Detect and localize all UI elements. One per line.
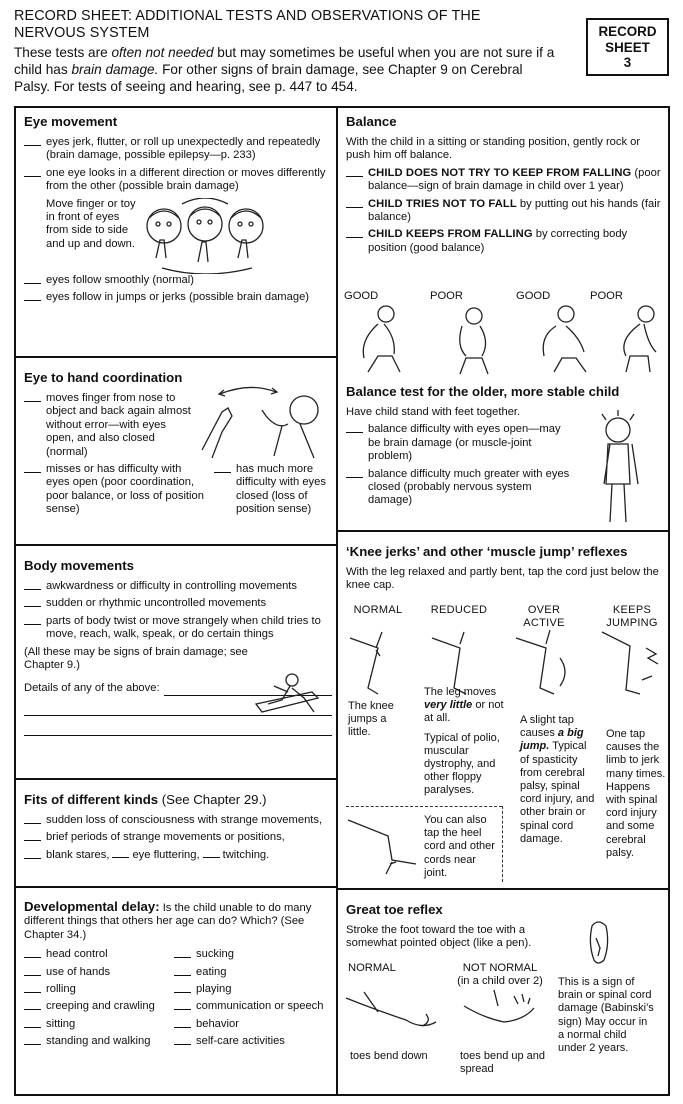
checklist-item: sucking <box>174 948 324 961</box>
toe-normal-label: NORMAL <box>348 962 396 974</box>
section-title: ‘Knee jerks’ and other ‘muscle jump’ reflexes <box>346 544 628 559</box>
knee-heading: NORMAL <box>353 604 403 616</box>
knee-normal-text: The knee jumps a little. <box>348 700 394 739</box>
finger-nose-illustration <box>200 380 328 460</box>
section-title: Great toe reflex <box>346 902 443 917</box>
knee-jerk-section: ‘Knee jerks’ and other ‘muscle jump’ reflexes With the leg relaxed and partly bent, tap the cord just below the knee cap. <box>346 544 664 593</box>
intro-text: These tests are often not needed but may sometimes be useful when you are not sure if a child has brain damage. For other signs of brain damage, see Chapter 9 on Cerebral Palsy. For tests of seeing and hearing, see p. 447 to 454. <box>14 45 555 94</box>
checklist-item: behavior <box>174 1018 324 1031</box>
section-title: Balance <box>346 114 397 129</box>
balance-label: POOR <box>430 290 463 302</box>
knee-heading: KEEPS JUMPING <box>606 604 658 629</box>
checklist-item: use of hands <box>24 966 174 979</box>
heel-cord-text: You can also tap the heel cord and other cords near joint. <box>424 814 495 879</box>
checklist-item: CHILD TRIES NOT TO FALL by putting out his hands (fair balance) <box>346 198 664 225</box>
eye-test-instruction: Move finger or toy in front of eyes from side to side and up and down. <box>46 197 136 250</box>
balance-label: GOOD <box>516 290 551 302</box>
checklist-item: sudden loss of consciousness with strange movements, <box>24 814 332 827</box>
checklist-item: misses or has difficulty with eyes open (poor coordination, poor balance, or loss of position sense) <box>24 463 204 517</box>
balance-section: Balance With the child in a sitting or standing position, gently rock or push him off balance. CHILD DOES NOT TRY TO KEEP FROM FALLING (poor balance—sign of brain damage in child over 1 year) CHILD TRIES NOT TO FALL by putting out his hands (fair balance) CHILD KEEPS FROM FALLING by correcting body position (good balance) <box>346 114 664 259</box>
balance-figures-illustration <box>344 304 664 376</box>
checklist-item: sitting <box>24 1018 174 1031</box>
section-title: Eye to hand coordination <box>24 370 183 385</box>
checklist-item: blank stares, eye fluttering, twitching. <box>24 849 332 862</box>
checklist-item: CHILD KEEPS FROM FALLING by correcting body position (good balance) <box>346 228 664 255</box>
section-title: Fits of different kinds (See Chapter 29.) <box>24 792 267 807</box>
toe-bend-up: toes bend up and spread <box>460 1050 546 1076</box>
record-sheet-badge: RECORD SHEET 3 <box>586 18 669 76</box>
developmental-delay-section: Developmental delay: Is the child unable to do many different things that others her age can do? Which? (See Chapter 34.) head control use of hands rolling creeping and crawling sitting standing and walking sucking eating playing communication or speech behavior self-care activities <box>24 900 332 1053</box>
checklist-item: awkwardness or difficulty in controlling movements <box>24 580 332 593</box>
checklist-item: brief periods of strange movements or positions, <box>24 831 332 844</box>
older-balance-section: Balance test for the older, more stable child Have child stand with feet together. balance difficulty with eyes open—may be brain damage (or muscle-joint problem) balance difficulty much greater with eyes closed (probably nervous system damage) <box>346 384 664 512</box>
checklist-item: moves finger from nose to object and back again almost without error—with eyes open, and also closed (normal) <box>24 392 194 459</box>
page-header <box>14 8 559 95</box>
balance-label: GOOD <box>344 290 379 302</box>
eye-movement-section <box>24 114 332 308</box>
checklist-item: rolling <box>24 983 174 996</box>
checklist-item: sudden or rhythmic uncontrolled movements <box>24 597 332 610</box>
babinski-sign-text: This is a sign of brain or spinal cord damage (Babinski’s sign) May occur in a normal child under 2 years. <box>558 976 654 1055</box>
checklist-item: one eye looks in a different direction or moves differently from the other (possible brain damage) <box>24 167 332 194</box>
delay-list-right <box>174 948 324 1052</box>
checklist-item: balance difficulty with eyes open—may be brain damage (or muscle-joint problem) <box>346 423 576 463</box>
delay-list-left <box>24 948 174 1052</box>
great-toe-section: Great toe reflex Stroke the foot toward the toe with a somewhat pointed object (like a pen). <box>346 902 664 951</box>
eye-hand-section <box>24 370 332 521</box>
knee-over-text: A slight tap causes a big jump. Typical of spasticity from cerebral palsy, spinal cord injury, and other brain or spinal cord damage. <box>520 714 595 845</box>
section-title: Balance test for the older, more stable child <box>346 384 620 399</box>
section-title: Body movements <box>24 558 134 573</box>
checklist-item: eyes follow in jumps or jerks (possible brain damage) <box>24 291 332 304</box>
body-note: (All these may be signs of brain damage; see Chapter 9.) <box>24 645 248 672</box>
balance-label: POOR <box>590 290 623 302</box>
section-title: Eye movement <box>24 114 118 129</box>
knee-heading: REDUCED <box>430 604 488 616</box>
toe-bend-down: toes bend down <box>350 1050 428 1062</box>
checklist-item: head control <box>24 948 174 961</box>
knee-heading: OVER ACTIVE <box>523 604 565 629</box>
checklist-item: communication or speech <box>174 1000 324 1013</box>
checklist-item: parts of body twist or move strangely when child tries to move, reach, walk, speak, or do certain things <box>24 615 332 642</box>
checklist-item: playing <box>174 983 324 996</box>
checklist-item: CHILD DOES NOT TRY TO KEEP FROM FALLING (poor balance—sign of brain damage in child over 1 year) <box>346 167 664 194</box>
checklist-item: eyes jerk, flutter, or roll up unexpectedly and repeatedly (brain damage, possible epilepsy—p. 233) <box>24 136 332 163</box>
checklist-item: self-care activities <box>174 1035 324 1048</box>
checklist-item: creeping and crawling <box>24 1000 174 1013</box>
eye-tracking-illustration <box>142 198 292 274</box>
knee-keeps-text: One tap causes the limb to jerk many times. Happens with spinal cord injury and some cerebral palsy. <box>606 728 666 859</box>
page-title: RECORD SHEET: ADDITIONAL TESTS AND OBSERVATIONS OF THE NERVOUS SYSTEM <box>14 8 481 41</box>
foot-sole-illustration <box>584 918 614 964</box>
fits-section <box>24 792 332 866</box>
checklist-item: eating <box>174 966 324 979</box>
checklist-item: standing and walking <box>24 1035 174 1048</box>
toe-reflex-illustrations <box>344 986 554 1046</box>
record-grid <box>14 106 670 1096</box>
checklist-item: balance difficulty much greater with eyes closed (probably nervous system damage) <box>346 468 576 508</box>
details-field: Details of any of the above: <box>24 682 332 695</box>
toe-not-normal-label: NOT NORMAL (in a child over 2) <box>457 962 543 987</box>
checklist-item: has much more difficulty with eyes closed (loss of position sense) <box>214 463 332 517</box>
checklist-item: eyes follow smoothly (normal) <box>24 274 332 287</box>
standing-child-illustration <box>588 408 648 526</box>
heel-cord-illustration <box>346 812 422 876</box>
child-on-bench-illustration <box>252 670 322 726</box>
body-movements-section <box>24 558 332 736</box>
knee-reduced-text: The leg moves very little or not at all. Typical of polio, muscular dystrophy, and other floppy paralyses. <box>424 686 504 797</box>
